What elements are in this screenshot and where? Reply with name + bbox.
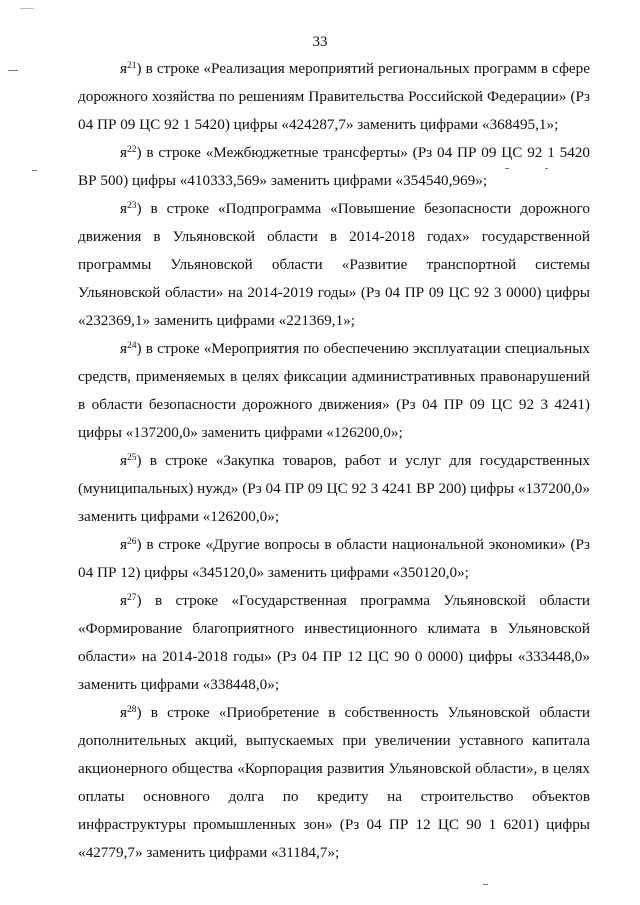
item-text: ) в строке «Межбюджетные трансферты» (Рз 04 ПР 09 ЦС 92 1 5420 ВР 500) цифры «410333,569» заменить цифрами «354540,969»; [78, 144, 590, 189]
item-superscript: 25 [127, 453, 137, 463]
amendment-item-24 [78, 335, 590, 447]
item-prefix: я [120, 200, 127, 217]
scan-speck [483, 884, 488, 885]
scan-speck [20, 8, 34, 9]
amendment-item-23 [78, 195, 590, 335]
amendment-item-25 [78, 447, 590, 531]
item-prefix: я [120, 340, 127, 357]
item-text: ) в строке «Подпрограмма «Повышение безопасности дорожного движения в Ульяновской области в 2014-2018 годах» государственной программы Ульяновской области «Развитие транспортной системы Ульяновской области» на 2014-2019 годы» (Рз 04 ПР 09 ЦС 92 3 0000) цифры «232369,1» заменить цифрами «221369,1»; [78, 200, 590, 329]
item-text: ) в строке «Другие вопросы в области национальной экономики» (Рз 04 ПР 12) цифры «345120,0» заменить цифрами «350120,0»; [78, 536, 590, 581]
item-text: ) в строке «Приобретение в собственность Ульяновской области дополнительных акций, выпускаемых при увеличении уставного капитала акционерного общества «Корпорация развития Ульяновской области», в целях оплаты основного долга по кредиту на строительство объектов инфраструктуры промышленных зон» (Рз 04 ПР 12 ЦС 90 1 6201) цифры «42779,7» заменить цифрами «31184,7»; [78, 704, 590, 861]
amendment-item-27 [78, 587, 590, 699]
page-number: 33 [312, 34, 328, 50]
item-superscript: 27 [127, 593, 137, 603]
item-superscript: 21 [127, 61, 137, 71]
item-prefix: я [120, 452, 127, 469]
item-superscript: 26 [127, 537, 137, 547]
item-text: ) в строке «Государственная программа Ульяновской области «Формирование благоприятного инвестиционного климата в Ульяновской области» на 2014-2018 годы» (Рз 04 ПР 12 ЦС 90 0 0000) цифры «333448,0» заменить цифрами «338448,0»; [78, 592, 590, 693]
item-text: ) в строке «Закупка товаров, работ и услуг для государственных (муниципальных) нужд» (Рз 04 ПР 09 ЦС 92 3 4241 ВР 200) цифры «137200,0» заменить цифрами «126200,0»; [78, 452, 590, 525]
amendment-item-26 [78, 531, 590, 587]
amendment-item-22 [78, 139, 590, 195]
item-prefix: я [120, 592, 127, 609]
item-prefix: я [120, 60, 127, 77]
item-superscript: 22 [127, 145, 137, 155]
amendment-item-21 [78, 55, 590, 139]
item-superscript: 23 [127, 201, 137, 211]
amendment-list [78, 55, 590, 867]
item-prefix: я [120, 704, 127, 721]
item-superscript: 24 [127, 341, 137, 351]
item-text: ) в строке «Мероприятия по обеспечению эксплуатации специальных средств, применяемых в целях фиксации административных правонарушений в области безопасности дорожного движения» (Рз 04 ПР 09 ЦС 92 3 4241) цифры «137200,0» заменить цифрами «126200,0»; [78, 340, 590, 441]
amendment-item-28 [78, 699, 590, 867]
item-superscript: 28 [127, 705, 137, 715]
item-prefix: я [120, 144, 127, 161]
scan-speck [8, 70, 18, 71]
item-text: ) в строке «Реализация мероприятий региональных программ в сфере дорожного хозяйства по решениям Правительства Российской Федерации» (Рз 04 ПР 09 ЦС 92 1 5420) цифры «424287,7» заменить цифрами «368495,1»; [78, 60, 590, 133]
scan-speck [32, 170, 37, 171]
item-prefix: я [120, 536, 127, 553]
